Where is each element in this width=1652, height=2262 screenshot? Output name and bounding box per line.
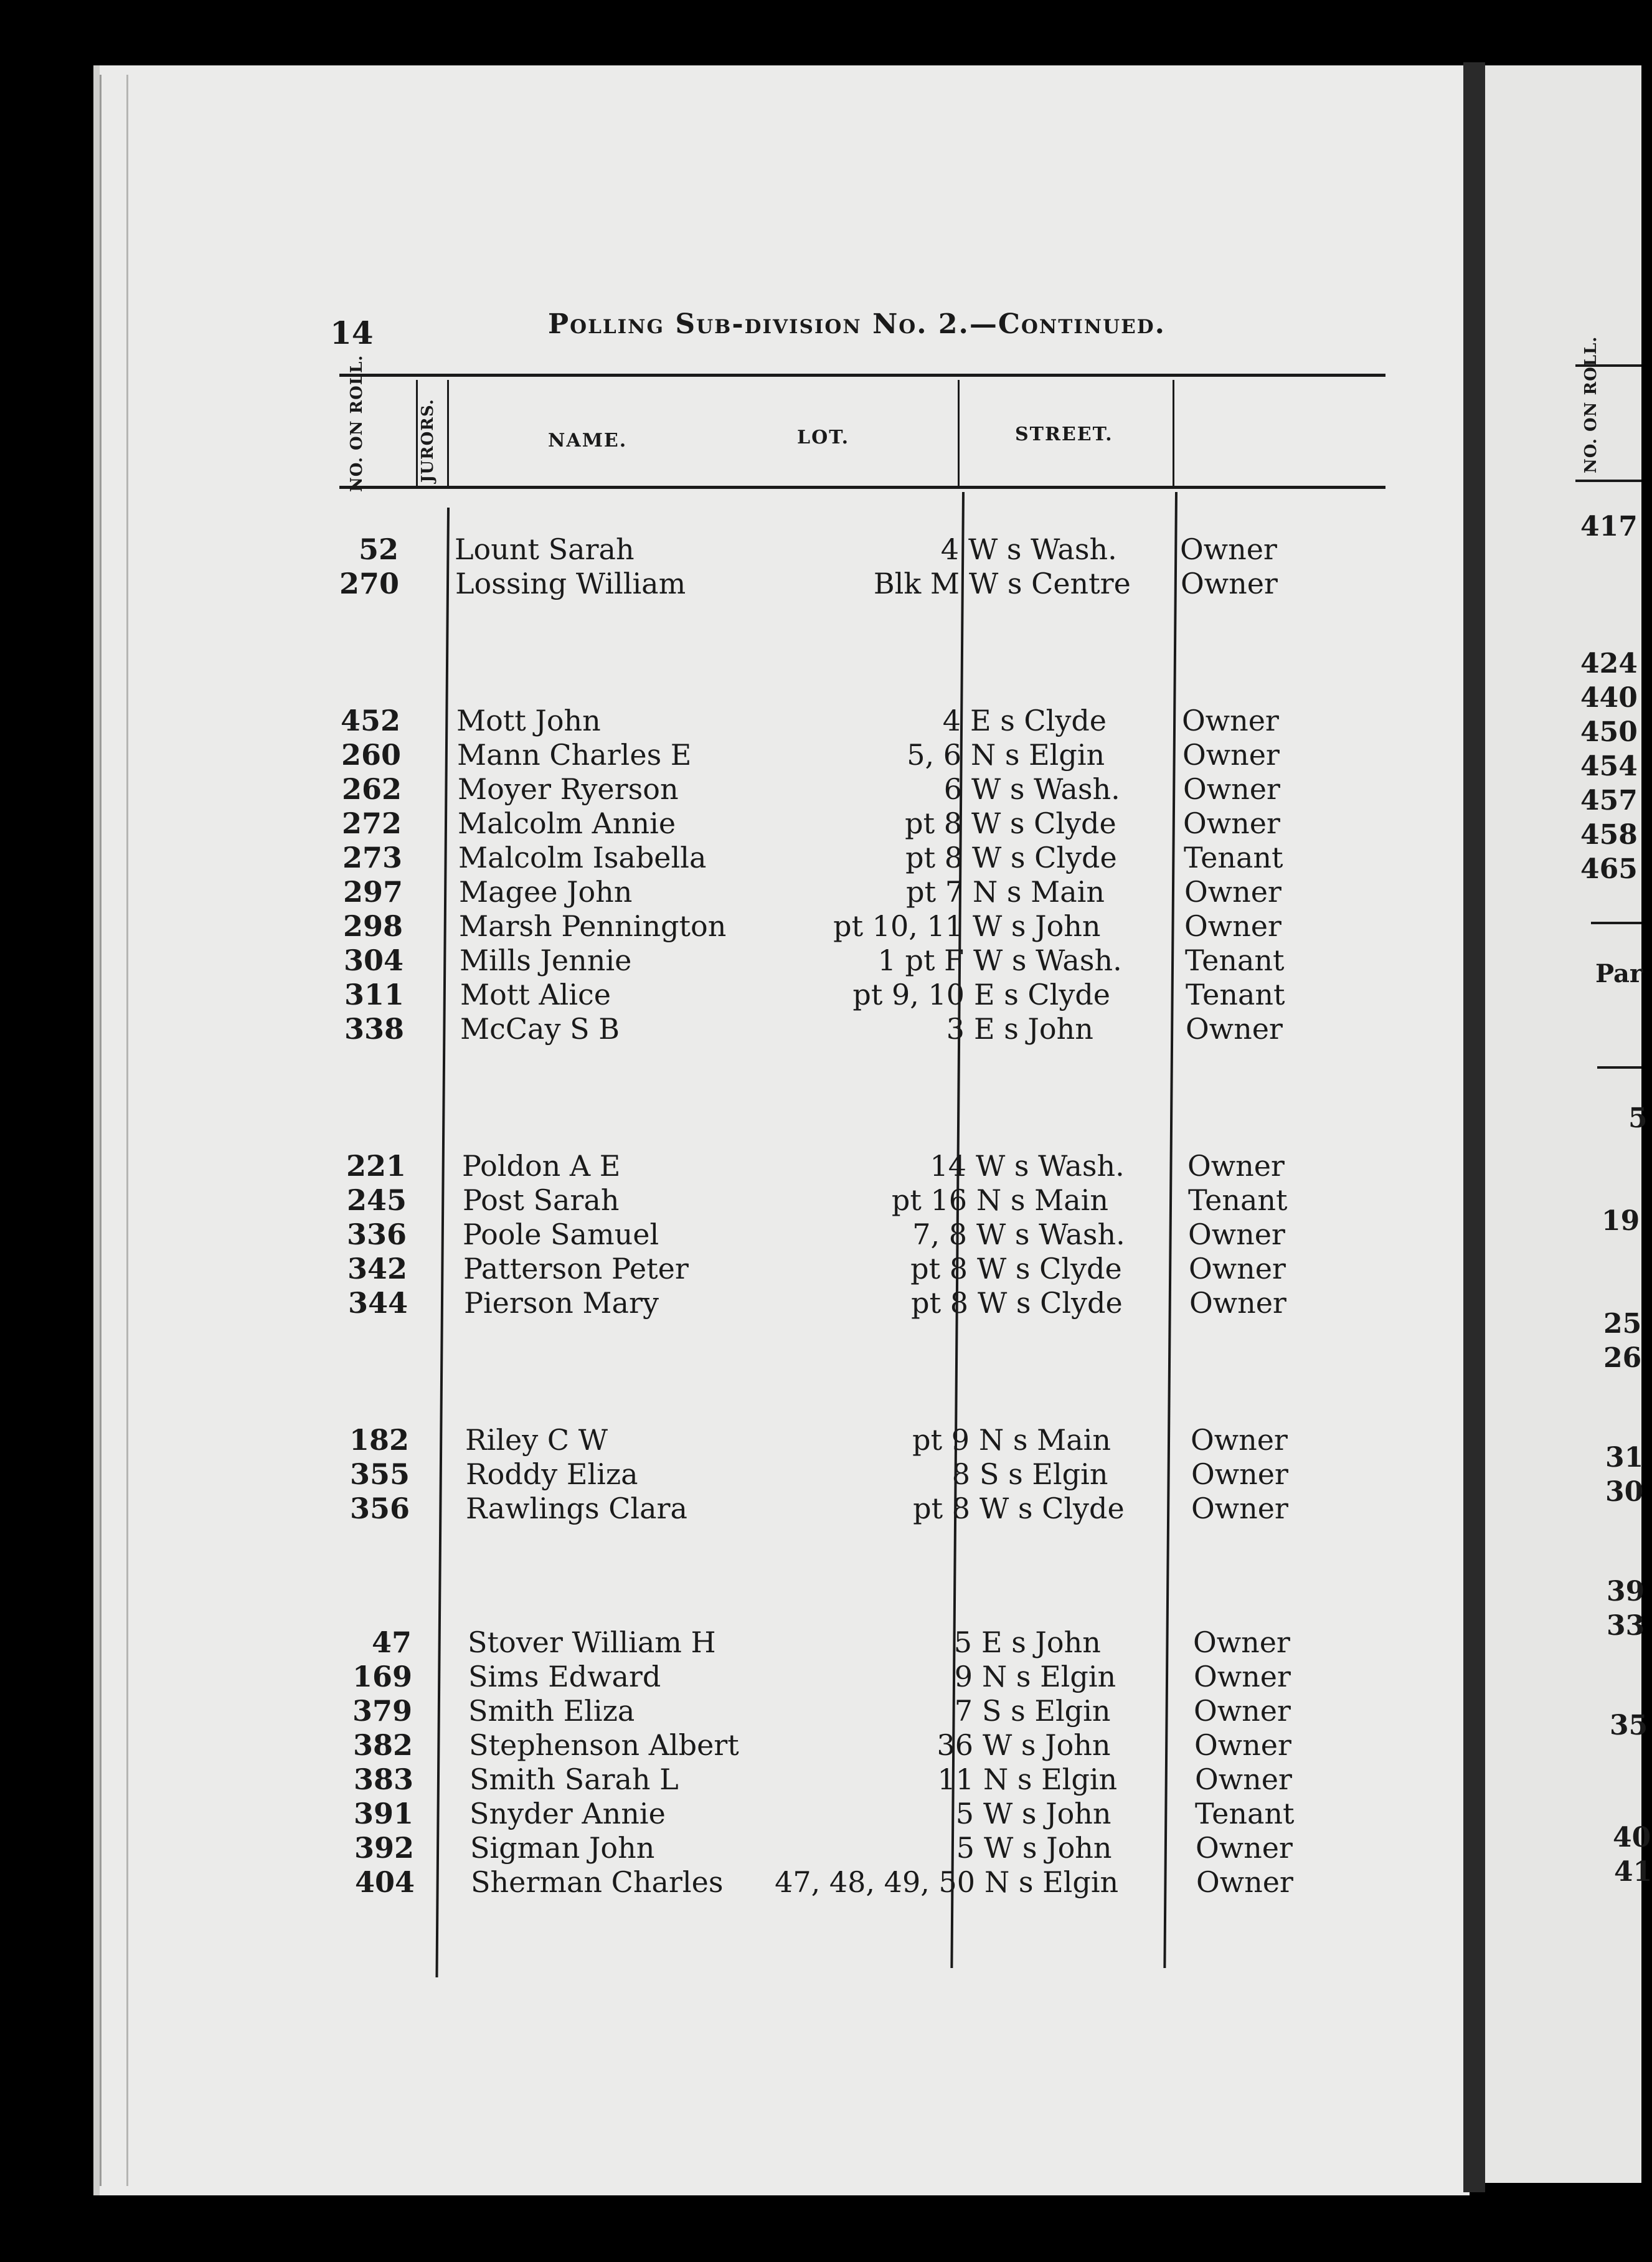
name-cell: Mills Jennie — [460, 944, 632, 977]
table-row — [0, 772, 1432, 806]
lot-cell: 8 — [951, 1457, 970, 1491]
status-cell: Owner — [1189, 1252, 1286, 1285]
lot-cell: 5 — [953, 1626, 972, 1659]
roll-number: 344 — [347, 1286, 408, 1320]
name-cell: Poole Samuel — [463, 1218, 659, 1251]
right-roll-number: 458 — [1580, 819, 1638, 851]
roll-number: 272 — [341, 807, 402, 840]
street-cell: N s Main — [976, 1183, 1108, 1217]
roll-number: 52 — [358, 532, 399, 566]
roll-number: 260 — [341, 738, 401, 772]
name-cell: Moyer Ryerson — [458, 772, 679, 806]
status-cell: Owner — [1191, 1457, 1288, 1491]
name-cell: Snyder Annie — [470, 1797, 666, 1830]
table-row — [0, 532, 1432, 566]
name-cell: Mott John — [456, 704, 601, 737]
right-partial-number: 25 — [1603, 1308, 1642, 1340]
table-row — [0, 1218, 1432, 1251]
name-cell: Mann Charles E — [457, 738, 692, 772]
street-cell: W s Clyde — [972, 841, 1117, 874]
right-partial-number: 31 — [1605, 1442, 1644, 1474]
roll-number: 245 — [346, 1183, 407, 1217]
lot-cell: 5 — [956, 1831, 975, 1865]
status-cell: Owner — [1184, 875, 1281, 909]
roll-number: 338 — [344, 1012, 404, 1046]
lot-cell: Blk M — [873, 567, 960, 600]
roll-number: 404 — [354, 1865, 415, 1899]
street-cell: W s Centre — [969, 567, 1131, 600]
table-row — [0, 875, 1432, 909]
street-cell: N s Main — [973, 875, 1105, 909]
status-cell: Owner — [1191, 1492, 1288, 1525]
name-cell: Malcolm Annie — [458, 807, 676, 840]
roll-number: 169 — [352, 1660, 412, 1693]
street-cell: W s Wash. — [973, 944, 1122, 977]
street-cell: W s Wash. — [968, 532, 1117, 566]
street-cell: W s Wash. — [976, 1218, 1125, 1251]
name-cell: Smith Sarah L — [470, 1763, 679, 1796]
status-cell: Owner — [1182, 738, 1280, 772]
street-cell: E s John — [981, 1626, 1101, 1659]
table-row — [0, 1286, 1432, 1320]
roll-number: 273 — [342, 841, 402, 874]
right-partial-number: 40 — [1613, 1822, 1651, 1853]
page-heading: Polling Sub-division No. 2.—Continued. — [548, 308, 1166, 340]
roll-number: 383 — [353, 1763, 413, 1796]
header-divider-street — [958, 380, 960, 486]
roll-number: 379 — [352, 1694, 412, 1728]
right-partial-number: 39 — [1607, 1576, 1645, 1607]
table-row — [0, 1728, 1432, 1762]
name-cell: Roddy Eliza — [466, 1457, 638, 1491]
lot-cell: 1 pt F — [877, 944, 964, 977]
name-cell: Lount Sarah — [455, 532, 635, 566]
status-cell: Owner — [1191, 1423, 1288, 1457]
status-cell: Owner — [1196, 1831, 1293, 1865]
street-cell: W s Wash. — [976, 1149, 1125, 1183]
header-divider-status — [1173, 380, 1174, 486]
status-cell: Owner — [1182, 704, 1279, 737]
street-cell: N s Main — [979, 1423, 1111, 1457]
status-cell: Owner — [1194, 1660, 1291, 1693]
right-roll-number: 465 — [1580, 853, 1638, 885]
lot-cell: pt 16 — [891, 1183, 967, 1217]
roll-number: 392 — [354, 1831, 414, 1865]
roll-number: 270 — [339, 567, 399, 600]
right-partial-number: 30 — [1605, 1476, 1644, 1508]
lot-cell: 7 — [954, 1694, 973, 1728]
lot-cell: 36 — [937, 1728, 973, 1762]
street-cell: W s John — [983, 1797, 1112, 1830]
page-number: 14 — [330, 315, 374, 351]
name-cell: Malcolm Isabella — [458, 841, 707, 874]
status-cell: Owner — [1183, 807, 1280, 840]
lot-cell: 9 — [954, 1660, 973, 1693]
table-row — [0, 1763, 1432, 1796]
right-header-roll: NO. ON ROLL. — [1582, 336, 1600, 473]
lot-cell: pt 8 — [905, 841, 963, 874]
name-cell: Rawlings Clara — [466, 1492, 687, 1525]
name-cell: McCay S B — [460, 1012, 620, 1046]
right-roll-number: 457 — [1580, 785, 1638, 816]
header-name: NAME. — [548, 430, 628, 452]
street-cell: N s Elgin — [971, 738, 1105, 772]
name-cell: Lossing William — [455, 567, 686, 600]
name-cell: Mott Alice — [460, 978, 611, 1011]
right-rule-1 — [1591, 922, 1641, 924]
status-cell: Owner — [1180, 532, 1277, 566]
street-cell: N s Elgin — [984, 1865, 1119, 1899]
street-cell: N s Elgin — [983, 1763, 1118, 1796]
name-cell: Pierson Mary — [464, 1286, 659, 1320]
lot-cell: pt 9, 10 — [852, 978, 965, 1011]
name-cell: Patterson Peter — [463, 1252, 689, 1285]
right-partial-number: 41 — [1614, 1856, 1652, 1888]
name-cell: Marsh Pennington — [459, 909, 727, 943]
roll-number: 311 — [344, 978, 404, 1011]
table-row — [0, 1183, 1432, 1217]
street-cell: S s Elgin — [979, 1457, 1108, 1491]
table-row — [0, 1660, 1432, 1693]
street-cell: E s Clyde — [974, 978, 1110, 1011]
right-roll-number: 454 — [1580, 750, 1638, 782]
table-row — [0, 944, 1432, 977]
lot-cell: 47, 48, 49, 50 — [775, 1865, 975, 1899]
right-header-rule-bottom — [1575, 480, 1641, 482]
right-rule-2 — [1597, 1066, 1641, 1069]
lot-cell: pt 9 — [912, 1423, 970, 1457]
street-cell: W s Wash. — [971, 772, 1120, 806]
name-cell: Post Sarah — [463, 1183, 620, 1217]
street-cell: E s Clyde — [970, 704, 1107, 737]
table-row — [0, 1694, 1432, 1728]
status-cell: Owner — [1188, 1218, 1285, 1251]
street-cell: W s Clyde — [979, 1492, 1125, 1525]
lot-cell: pt 8 — [905, 807, 962, 840]
right-roll-number: 450 — [1580, 716, 1638, 748]
name-cell: Poldon A E — [462, 1149, 621, 1183]
lot-cell: pt 8 — [911, 1286, 968, 1320]
roll-number: 382 — [352, 1728, 413, 1762]
roll-number: 304 — [343, 944, 404, 977]
lot-cell: 5, 6 — [907, 738, 961, 772]
lot-cell: 6 — [943, 772, 962, 806]
lot-cell: 11 — [937, 1763, 974, 1796]
right-partial-number: 19 — [1602, 1205, 1640, 1237]
book-gutter — [1463, 62, 1485, 2192]
status-cell: Tenant — [1186, 978, 1285, 1011]
name-cell: Sigman John — [470, 1831, 655, 1865]
roll-number: 336 — [346, 1218, 407, 1251]
street-cell: W s Clyde — [971, 807, 1116, 840]
header-divider-jurors — [416, 380, 418, 486]
roll-number: 297 — [342, 875, 403, 909]
table-row — [0, 1149, 1432, 1183]
table-row — [0, 909, 1432, 943]
lot-cell: 3 — [946, 1012, 965, 1046]
table-row — [0, 1626, 1432, 1659]
street-cell: W s Clyde — [977, 1252, 1122, 1285]
name-cell: Sims Edward — [468, 1660, 661, 1693]
header-lot: LOT. — [797, 427, 850, 448]
roll-number: 342 — [347, 1252, 407, 1285]
status-cell: Owner — [1183, 772, 1280, 806]
status-cell: Tenant — [1195, 1797, 1295, 1830]
status-cell: Owner — [1186, 1012, 1283, 1046]
lot-cell: 5 — [955, 1797, 974, 1830]
header-jurors: JURORS. — [418, 399, 437, 483]
header-street: STREET. — [1015, 424, 1113, 445]
street-cell: N s Elgin — [982, 1660, 1116, 1693]
table-row — [0, 1492, 1432, 1525]
name-cell: Magee John — [459, 875, 633, 909]
table-row — [0, 1797, 1432, 1830]
table-row — [0, 841, 1432, 874]
status-cell: Owner — [1189, 1286, 1286, 1320]
right-roll-number: 417 — [1580, 511, 1638, 542]
street-cell: W s John — [973, 909, 1101, 943]
status-cell: Owner — [1194, 1728, 1291, 1762]
right-partial-number: 26 — [1603, 1342, 1642, 1374]
table-row — [0, 738, 1432, 772]
street-cell: W s John — [983, 1728, 1111, 1762]
right-partial-number: 5 — [1628, 1102, 1648, 1134]
street-cell: E s John — [974, 1012, 1093, 1046]
name-cell: Riley C W — [465, 1423, 608, 1457]
lot-cell: 4 — [940, 532, 959, 566]
street-cell: W s Clyde — [978, 1286, 1123, 1320]
table-row — [0, 1831, 1432, 1865]
table-row — [0, 1865, 1432, 1899]
street-cell: S s Elgin — [982, 1694, 1111, 1728]
roll-number: 298 — [342, 909, 403, 943]
lot-cell: pt 8 — [910, 1252, 968, 1285]
table-row — [0, 1252, 1432, 1285]
header-divider-jurors-2 — [447, 380, 449, 486]
lot-cell: 7, 8 — [912, 1218, 967, 1251]
table-row — [0, 1012, 1432, 1046]
name-cell: Sherman Charles — [471, 1865, 724, 1899]
status-cell: Owner — [1196, 1865, 1293, 1899]
status-cell: Tenant — [1188, 1183, 1288, 1217]
status-cell: Owner — [1195, 1763, 1292, 1796]
right-roll-number: 440 — [1580, 682, 1638, 714]
header-roll: NO. ON ROLL. — [347, 354, 366, 492]
table-row — [0, 1423, 1432, 1457]
status-cell: Owner — [1181, 567, 1278, 600]
status-cell: Owner — [1193, 1626, 1290, 1659]
name-cell: Stover William H — [468, 1626, 716, 1659]
lot-cell: pt 8 — [913, 1492, 970, 1525]
roll-number: 47 — [371, 1626, 412, 1659]
table-row — [0, 567, 1432, 600]
name-cell: Smith Eliza — [468, 1694, 635, 1728]
roll-number: 221 — [346, 1149, 406, 1183]
table-row — [0, 704, 1432, 737]
table-row — [0, 807, 1432, 840]
table-row — [0, 978, 1432, 1011]
status-cell: Owner — [1184, 909, 1281, 943]
street-cell: W s John — [984, 1831, 1112, 1865]
status-cell: Tenant — [1185, 944, 1285, 977]
roll-number: 356 — [349, 1492, 410, 1525]
header-bottom-rule — [339, 486, 1385, 489]
status-cell: Owner — [1194, 1694, 1291, 1728]
lot-cell: pt 7 — [906, 875, 963, 909]
roll-number: 391 — [353, 1797, 413, 1830]
right-roll-number: 424 — [1580, 648, 1638, 679]
roll-number: 182 — [349, 1423, 409, 1457]
lot-cell: pt 10, 11 — [833, 909, 963, 943]
right-page-fragment: Par — [1595, 959, 1643, 988]
header-top-rule — [339, 374, 1385, 377]
right-partial-number: 33 — [1607, 1610, 1645, 1642]
table-row — [0, 1457, 1432, 1491]
roll-number: 262 — [341, 772, 402, 806]
roll-number: 355 — [349, 1457, 410, 1491]
roll-number: 452 — [340, 704, 400, 737]
status-cell: Owner — [1187, 1149, 1285, 1183]
lot-cell: 4 — [942, 704, 961, 737]
name-cell: Stephenson Albert — [469, 1728, 739, 1762]
status-cell: Tenant — [1184, 841, 1283, 874]
right-partial-number: 35 — [1610, 1710, 1648, 1741]
lot-cell: 14 — [930, 1149, 966, 1183]
